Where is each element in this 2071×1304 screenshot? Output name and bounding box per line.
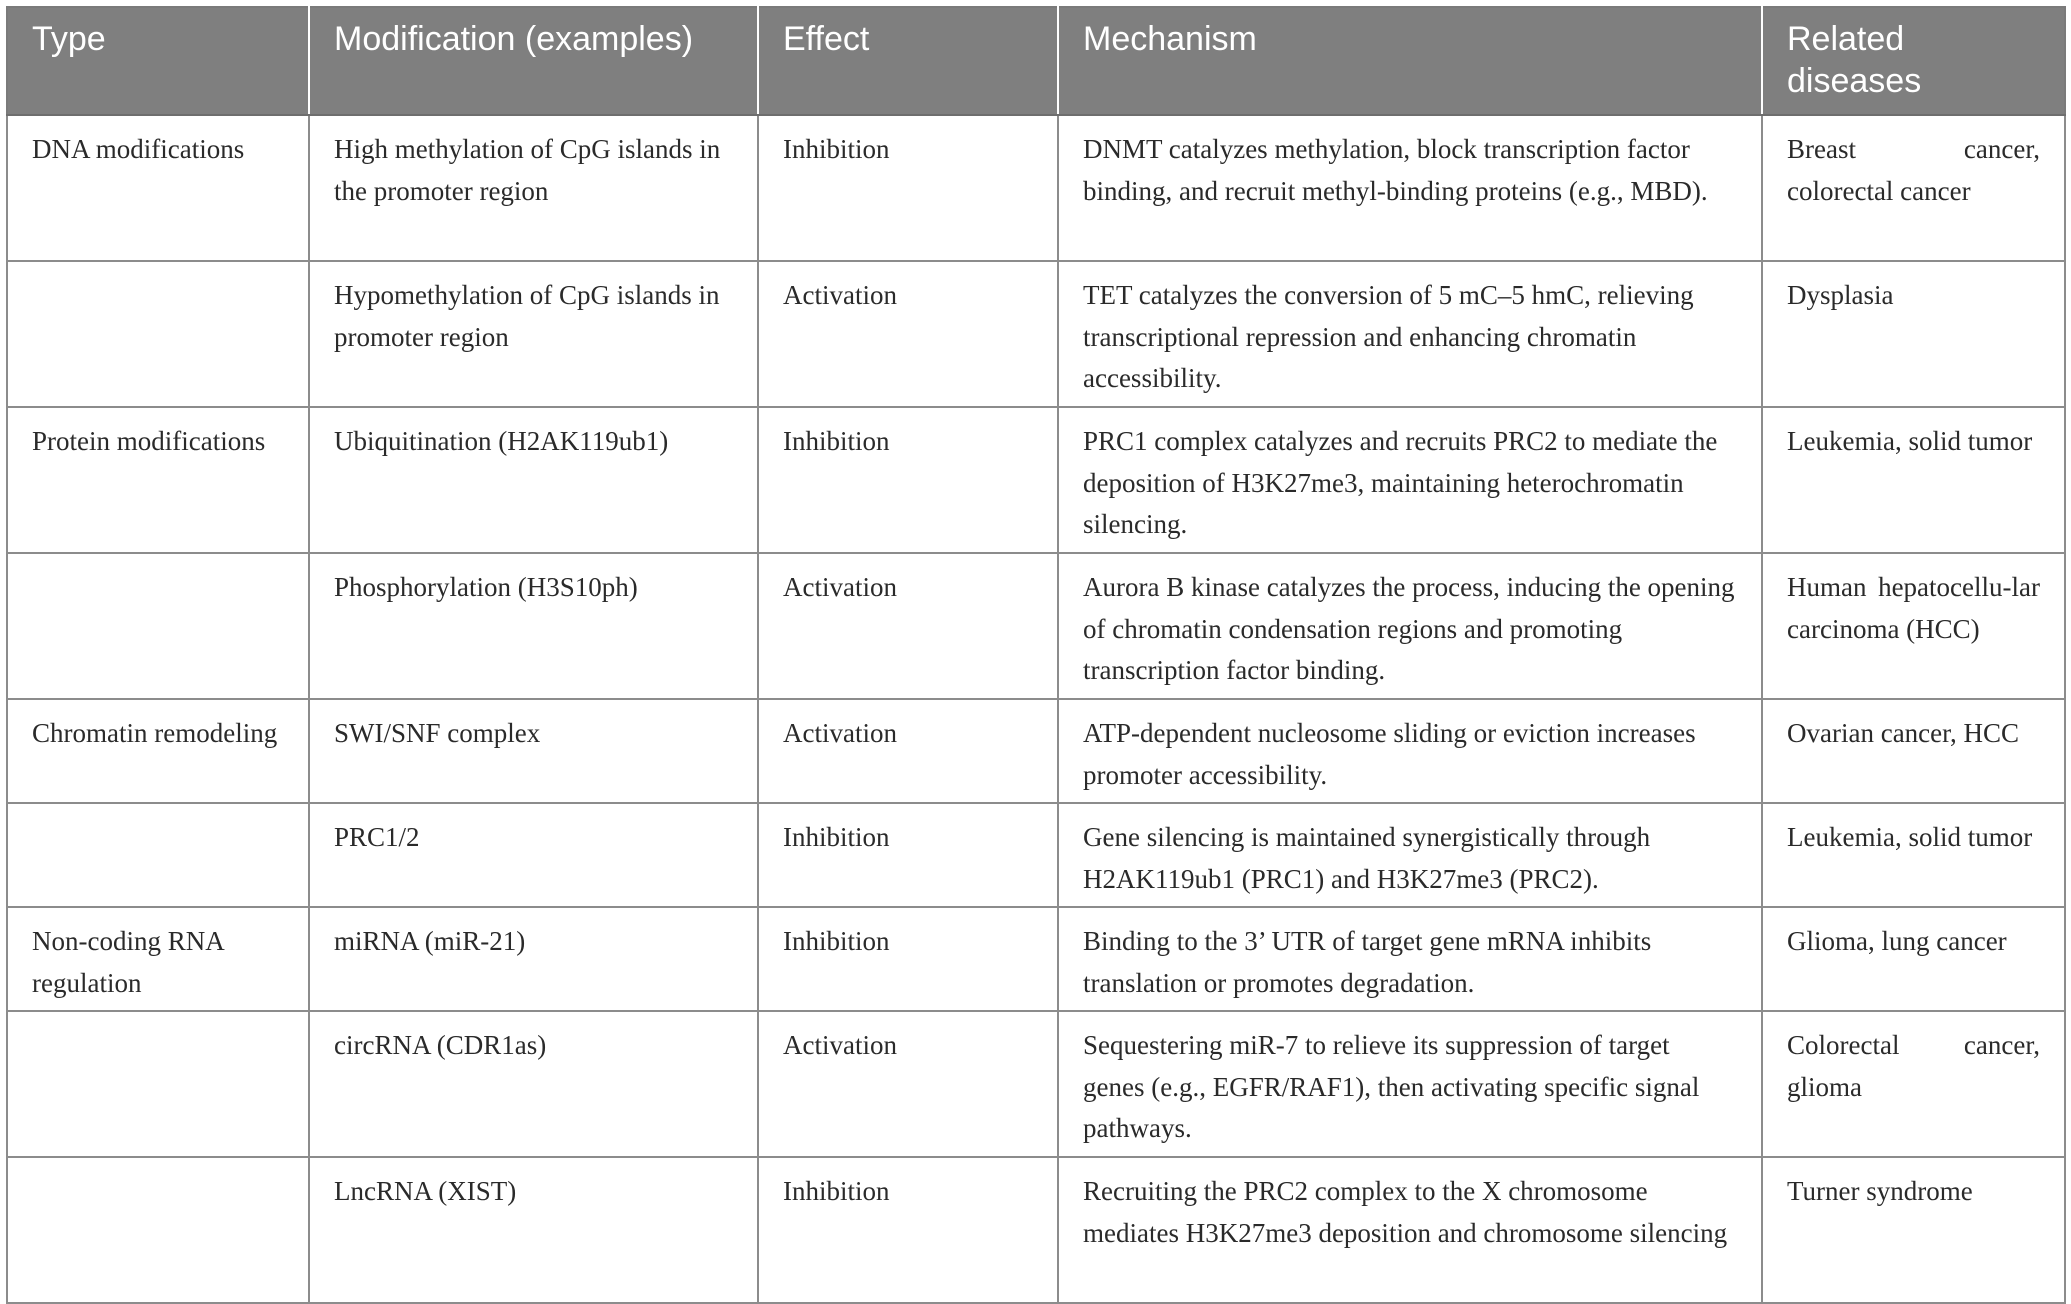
header-type: Type [7,7,309,115]
header-effect: Effect [758,7,1058,115]
table-row [7,699,2065,803]
cell-mechanism: PRC1 complex catalyzes and recruits PRC2 to mediate the deposition of H3K27me3, maintaining heterochromatin silencing. [1058,407,1762,553]
cell-related-diseases: Leukemia, solid tumor [1762,407,2065,553]
epigenetic-modifications-table-container [6,6,2064,1304]
cell-mechanism: TET catalyzes the conversion of 5 mC–5 hmC, relieving transcriptional repression and enhancing chromatin accessibility. [1058,261,1762,407]
cell-related-diseases: Human hepatocellu-lar carcinoma (HCC) [1762,553,2065,699]
cell-effect: Activation [758,699,1058,803]
cell-type: Chromatin remodeling [7,699,309,803]
cell-modification: PRC1/2 [309,803,758,907]
header-row [7,7,2065,115]
cell-type: Non-coding RNA regulation [7,907,309,1011]
cell-related-diseases: Dysplasia [1762,261,2065,407]
epigenetic-modifications-table [6,6,2066,1304]
cell-type: DNA modifications [7,115,309,261]
table-row [7,1157,2065,1303]
table-row [7,553,2065,699]
cell-modification: LncRNA (XIST) [309,1157,758,1303]
cell-effect: Inhibition [758,407,1058,553]
cell-effect: Activation [758,261,1058,407]
cell-effect: Activation [758,553,1058,699]
cell-type [7,261,309,407]
table-row [7,407,2065,553]
cell-type [7,1157,309,1303]
cell-related-diseases: Glioma, lung cancer [1762,907,2065,1011]
table-row [7,115,2065,261]
header-related-diseases: Related diseases [1762,7,2065,115]
cell-mechanism: Gene silencing is maintained synergistically through H2AK119ub1 (PRC1) and H3K27me3 (PRC2). [1058,803,1762,907]
header-modification: Modification (examples) [309,7,758,115]
cell-mechanism: Binding to the 3’ UTR of target gene mRNA inhibits translation or promotes degradation. [1058,907,1762,1011]
cell-type [7,803,309,907]
cell-modification: Ubiquitination (H2AK119ub1) [309,407,758,553]
table-body [7,115,2065,1303]
cell-effect: Inhibition [758,115,1058,261]
cell-modification: SWI/SNF complex [309,699,758,803]
cell-modification: circRNA (CDR1as) [309,1011,758,1157]
cell-effect: Inhibition [758,803,1058,907]
cell-mechanism: Sequestering miR-7 to relieve its suppression of target genes (e.g., EGFR/RAF1), then activating specific signal pathways. [1058,1011,1762,1157]
cell-modification: miRNA (miR-21) [309,907,758,1011]
header-mechanism: Mechanism [1058,7,1762,115]
cell-mechanism: ATP-dependent nucleosome sliding or eviction increases promoter accessibility. [1058,699,1762,803]
cell-type [7,553,309,699]
cell-effect: Activation [758,1011,1058,1157]
table-row [7,907,2065,1011]
cell-mechanism: Recruiting the PRC2 complex to the X chromosome mediates H3K27me3 deposition and chromosome silencing [1058,1157,1762,1303]
table-row [7,803,2065,907]
cell-effect: Inhibition [758,907,1058,1011]
table-row [7,1011,2065,1157]
table-row [7,261,2065,407]
cell-mechanism: Aurora B kinase catalyzes the process, inducing the opening of chromatin condensation regions and promoting transcription factor binding. [1058,553,1762,699]
cell-modification: Phosphorylation (H3S10ph) [309,553,758,699]
cell-mechanism: DNMT catalyzes methylation, block transcription factor binding, and recruit methyl-binding proteins (e.g., MBD). [1058,115,1762,261]
cell-type [7,1011,309,1157]
cell-related-diseases: Colorectal cancer, glioma [1762,1011,2065,1157]
cell-related-diseases: Breast cancer, colorectal cancer [1762,115,2065,261]
cell-modification: High methylation of CpG islands in the promoter region [309,115,758,261]
cell-modification: Hypomethylation of CpG islands in promoter region [309,261,758,407]
cell-related-diseases: Turner syndrome [1762,1157,2065,1303]
cell-effect: Inhibition [758,1157,1058,1303]
table-header [7,7,2065,115]
cell-related-diseases: Ovarian cancer, HCC [1762,699,2065,803]
cell-related-diseases: Leukemia, solid tumor [1762,803,2065,907]
cell-type: Protein modifications [7,407,309,553]
